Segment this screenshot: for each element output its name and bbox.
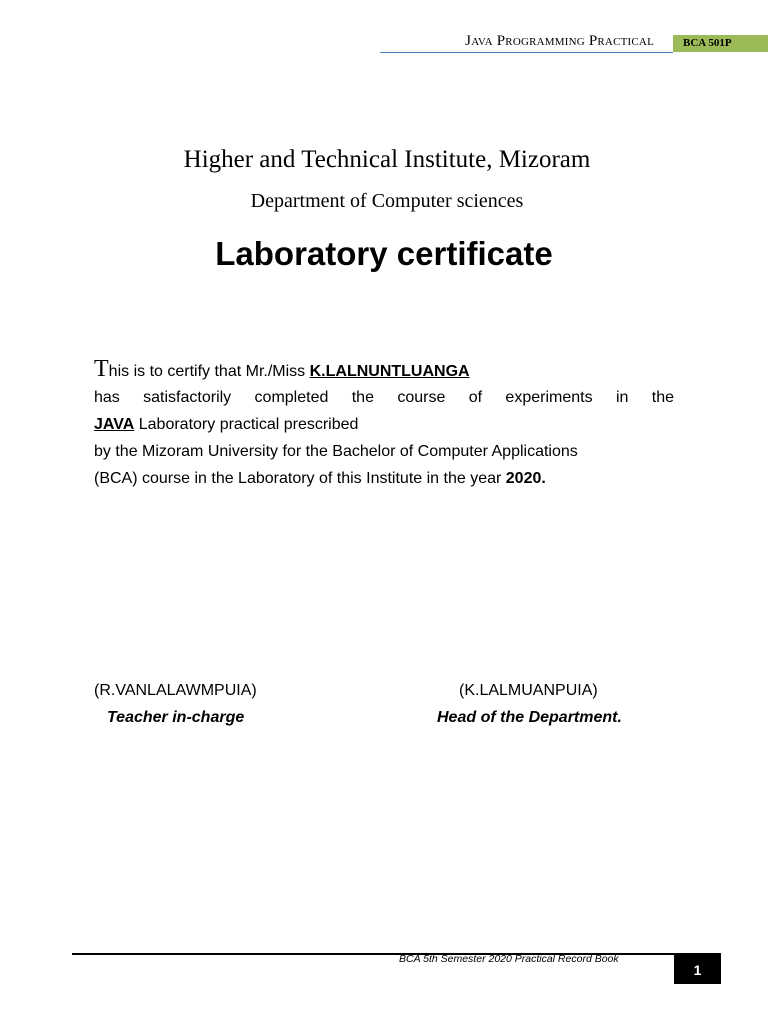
- certificate-title: Laboratory certificate: [215, 235, 553, 272]
- certificate-year: 2020.: [505, 470, 546, 487]
- course-code-badge: BCA 501P: [673, 35, 768, 52]
- course-text: (BCA) course in the Laboratory of this Institute in the year: [94, 470, 506, 487]
- certificate-line-1: [94, 356, 674, 383]
- header-rule: [380, 52, 673, 53]
- certify-text: his is to certify that Mr./Miss: [108, 363, 310, 380]
- certificate-line-4: by the Mizoram University for the Bachelor of Computer Applications: [94, 443, 578, 460]
- hod-name: (K.LALMUANPUIA): [459, 682, 598, 699]
- institution-name: Higher and Technical Institute, Mizoram: [183, 146, 591, 173]
- teacher-name: (R.VANLALAWMPUIA): [94, 682, 257, 699]
- header-title: Java Programming Practical: [465, 33, 654, 49]
- student-name: K.LALNUNTLUANGA: [309, 363, 470, 380]
- page-number: 1: [674, 953, 721, 984]
- department-name: Department of Computer sciences: [250, 190, 524, 212]
- subject-name: JAVA: [94, 416, 135, 433]
- certificate-line-2: has satisfactorily completed the course of experiments in the: [94, 389, 674, 406]
- footer-text: BCA 5th Semester 2020 Practical Record Book: [399, 953, 619, 965]
- hod-role: Head of the Department.: [437, 709, 622, 726]
- practical-text: Laboratory practical prescribed: [134, 416, 359, 433]
- teacher-role: Teacher in-charge: [107, 709, 245, 726]
- dropcap-letter: T: [94, 356, 109, 382]
- certificate-line-3: [94, 416, 674, 434]
- certificate-line-5: [94, 470, 674, 488]
